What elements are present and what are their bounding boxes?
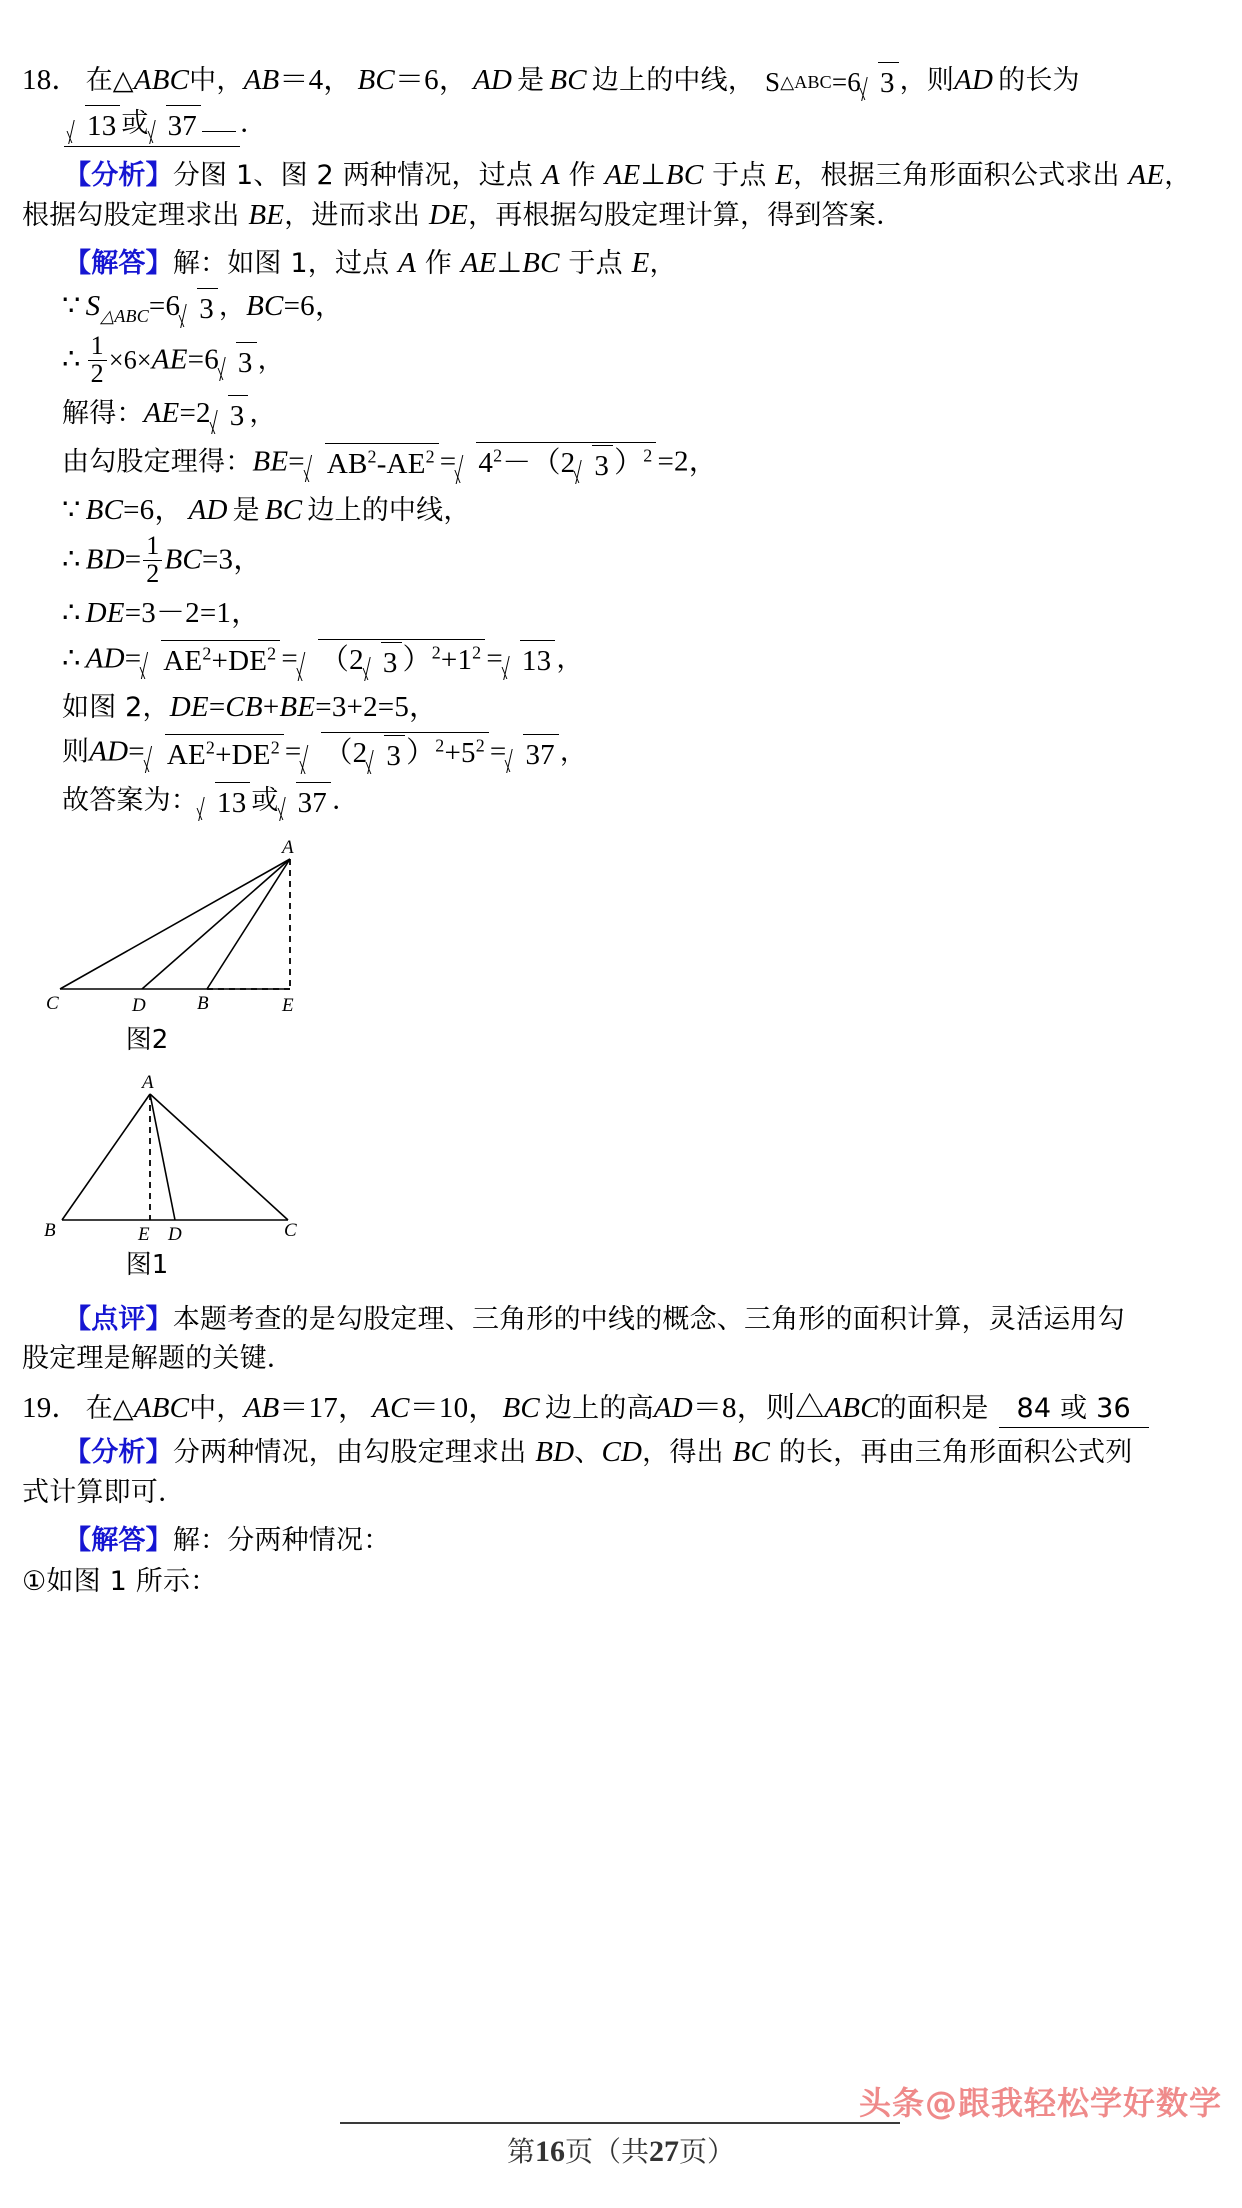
- p19-analysis-text-2: 式计算即可．: [22, 1476, 186, 1508]
- point-A: A: [398, 246, 417, 279]
- de-term: DE: [231, 738, 271, 771]
- p18-stem-text-6: 的长为: [998, 65, 1080, 96]
- radicand: 3: [228, 395, 249, 436]
- page-prefix: 第: [506, 2137, 535, 2168]
- equals-3: =: [489, 735, 507, 768]
- figure-1-caption: 图1: [125, 1249, 169, 1280]
- comma: ，: [257, 344, 285, 376]
- median-AD: [142, 859, 290, 989]
- radical-sign-icon: [504, 640, 520, 681]
- then-text: 则: [62, 736, 90, 768]
- fraction-one-half: [88, 333, 107, 387]
- p19-stem-text-2: 中，: [189, 1393, 244, 1425]
- problem-18-solution-line-12: [22, 782, 1222, 823]
- problem-19-answer: 84 或 36: [999, 1391, 1149, 1428]
- answer-value: [64, 105, 240, 148]
- problem-18-analysis-line-2: [22, 197, 1222, 235]
- sqrt-37-radical: [507, 734, 558, 775]
- vertex-label-C: C: [46, 992, 59, 1014]
- solution-text-1a: 解：如图 1，过点: [172, 247, 399, 279]
- seg-CD: CD: [601, 1436, 643, 1469]
- problem-18-answer-blank: [22, 105, 1222, 148]
- watermark: 头条@跟我轻松学好数学: [858, 2084, 1222, 2122]
- analysis-text-2c: ，再根据勾股定理计算，得到答案．: [468, 200, 904, 232]
- answer-or: 或: [121, 107, 149, 139]
- figure-1: [32, 1072, 332, 1281]
- area-equals: =6: [148, 290, 181, 323]
- sqrt-4-2-minus-2sqrt3-2: [457, 442, 656, 486]
- radical-sign-icon: [457, 442, 476, 486]
- therefore-icon: ∴: [62, 597, 81, 630]
- radicand-37: 37: [166, 105, 201, 146]
- problem-19-solution-line-2: [22, 1563, 1222, 1601]
- p19-stem-text-3: 边上的高: [544, 1393, 654, 1425]
- exponent-2: 2: [431, 642, 441, 663]
- radical-sign-icon: [302, 732, 321, 776]
- close-paren: ）: [402, 643, 432, 676]
- vertex-label-A: A: [282, 836, 294, 858]
- denominator: 2: [143, 560, 162, 588]
- dunhao: 、: [574, 1437, 602, 1469]
- figure-2-drawing: [32, 837, 332, 1017]
- equals: =: [124, 543, 142, 576]
- analysis-text-2b: ，进而求出: [284, 200, 430, 232]
- problem-19-analysis-line-2: [22, 1474, 1222, 1512]
- problem-19-solution-line-1: [22, 1522, 1222, 1560]
- area-symbol: S: [85, 290, 101, 323]
- sqrt-13-radical: [69, 105, 120, 146]
- page-content: [22, 62, 1222, 1605]
- close-paren: ）: [614, 446, 644, 479]
- figure-2: [32, 837, 332, 1056]
- is-text: 是: [232, 494, 260, 526]
- vertex-label-D: D: [168, 1223, 182, 1242]
- radical-sign-icon: [299, 639, 318, 683]
- exponent-2: 2: [205, 737, 216, 758]
- or-text: 或: [251, 785, 279, 816]
- problem-18-solution-line-1: [22, 245, 1222, 283]
- side-BA: [62, 1094, 150, 1220]
- radical-sign-icon: [150, 105, 166, 146]
- area-subscript: △ABC: [100, 306, 149, 327]
- problem-19-stem: [22, 1390, 1222, 1428]
- analysis-text-1d: ，根据三角形面积公式求出: [793, 160, 1129, 192]
- problem-18-solution-line-2: [22, 288, 1222, 329]
- because-icon: ∵: [62, 493, 81, 526]
- open-paren: （2: [319, 643, 364, 676]
- point-E: E: [631, 246, 650, 279]
- equals-6: =6: [187, 343, 219, 376]
- vertex-label-E: E: [138, 1223, 150, 1242]
- sqrt-2sqrt3-sq-plus-1-sq: [299, 639, 485, 683]
- seg-BC: BC: [246, 290, 284, 323]
- p19-ac: AC: [372, 1392, 410, 1425]
- seg-BE: BE: [248, 199, 285, 232]
- radicand: 3: [381, 642, 402, 683]
- bc-value: =6，: [283, 290, 345, 323]
- ae-term: AE: [386, 448, 426, 481]
- problem-18-analysis-line-1: [22, 157, 1222, 195]
- equals-1: =: [128, 735, 145, 768]
- plus: +: [215, 738, 232, 771]
- radical-sign-icon: [181, 288, 197, 329]
- minus: -: [376, 448, 387, 481]
- problem-18-solution-line-11: [22, 732, 1222, 776]
- exponent-2: 2: [425, 446, 435, 467]
- seg-BD: BD: [535, 1436, 575, 1469]
- bc-value: =6，: [123, 493, 184, 526]
- p19-bc: BC: [502, 1392, 540, 1425]
- p18-stem-text-1: 在△: [85, 65, 134, 96]
- radical-sign-icon: [280, 782, 296, 823]
- problem-18-comment-line-2: [22, 1340, 1222, 1378]
- sqrt-37-radical: [150, 105, 201, 146]
- radical-sign-icon: [142, 640, 161, 681]
- p18-stem-text-2: 中，: [189, 65, 244, 96]
- seg-DE: DE: [429, 199, 469, 232]
- radicand: 3: [197, 288, 218, 329]
- four: 4: [478, 446, 494, 479]
- seg-AE: AE: [143, 397, 180, 430]
- sqrt-ae2-plus-de2: [142, 640, 280, 681]
- p19-analysis-text-a: 分两种情况，由勾股定理求出: [172, 1437, 536, 1469]
- radical-sign-icon: [862, 62, 878, 103]
- radical-sign-icon: [306, 443, 325, 484]
- radical-sign-icon: [146, 734, 165, 775]
- seg-AD: AD: [188, 493, 228, 526]
- radical-sign-icon: [576, 445, 592, 486]
- denominator: 2: [88, 360, 107, 388]
- de-value: =3－2=1，: [124, 597, 261, 630]
- equals-3: =: [486, 642, 503, 675]
- point-A: A: [541, 159, 560, 192]
- equals-2: =: [281, 642, 298, 675]
- seg-BC: BC: [164, 543, 202, 576]
- period: ．: [332, 785, 360, 816]
- blank-underline: [202, 131, 236, 132]
- p18-stem-text-5: ，则: [899, 65, 955, 96]
- as-figure-2-text: 如图 2，: [62, 691, 170, 723]
- page-footer: [0, 2130, 1242, 2170]
- comma: ，: [559, 736, 588, 768]
- page-number: 16: [534, 2135, 565, 2168]
- sqrt-37-radical: [280, 782, 331, 823]
- page-suffix: 页）: [679, 2137, 736, 2168]
- seg-BC: BC: [522, 246, 560, 279]
- side-CA: [60, 859, 290, 989]
- perp-icon: ⊥: [496, 246, 523, 279]
- plus-five: +5: [444, 737, 476, 770]
- equals-1: =: [288, 445, 305, 478]
- seg-BC: BC: [665, 159, 704, 192]
- seg-AE-2: AE: [1128, 159, 1165, 192]
- open-paren: （2: [323, 737, 368, 770]
- p19-analysis-text-d: 的长，再由三角形面积公式列: [770, 1437, 1133, 1469]
- comma: ，: [218, 291, 247, 323]
- therefore-icon: ∴: [62, 543, 81, 576]
- radical-sign-icon: [368, 735, 384, 776]
- radicand: [325, 443, 439, 484]
- sqrt-3-radical: [862, 62, 899, 103]
- sqrt-3-radical: [181, 288, 218, 329]
- seg-BC: BC: [732, 1436, 771, 1469]
- numerator: 1: [146, 531, 160, 561]
- total-pages: 27: [649, 2135, 679, 2168]
- p19-solution-text-1: 解：分两种情况：: [172, 1524, 391, 1556]
- side-AB: [207, 859, 290, 989]
- ae-term: AE: [163, 645, 203, 678]
- multiply-expr: ×6×: [108, 345, 152, 375]
- p18-stem-text-3: 是: [517, 65, 545, 96]
- radicand-13: 13: [215, 782, 250, 823]
- answer-period: ．: [240, 107, 268, 139]
- comma: ，: [249, 398, 277, 430]
- vertex-label-D: D: [132, 994, 146, 1016]
- perp-icon: ⊥: [640, 159, 666, 192]
- exponent-2: 2: [267, 643, 277, 664]
- seg-DE: DE: [85, 597, 125, 630]
- solution-text-1d: ，: [649, 247, 677, 279]
- comma: ，: [556, 643, 584, 675]
- radical-sign-icon: [220, 342, 236, 383]
- problem-18-solution-line-9: [22, 639, 1222, 683]
- seg-DE: DE: [169, 690, 209, 723]
- analysis-label: 【分析】: [64, 160, 173, 192]
- close-paren: ）: [406, 737, 436, 770]
- p19-stem-text-1: 在△: [85, 1393, 134, 1425]
- seg-BE: BE: [279, 690, 316, 723]
- plus: +: [262, 690, 280, 723]
- equals: =: [208, 690, 226, 723]
- p19-abc-2: ABC: [824, 1392, 880, 1425]
- p18-ab-value: ＝4，: [279, 64, 353, 96]
- solution-text-1b: 作: [416, 247, 461, 279]
- figure-2-caption: 图2: [125, 1024, 169, 1055]
- vertex-label-B: B: [44, 1219, 56, 1241]
- sqrt-3-radical: [212, 395, 249, 436]
- result: =3，: [201, 543, 263, 576]
- radicand-37: 37: [523, 734, 558, 775]
- p19-solution-text-2: ①如图 1 所示：: [22, 1566, 218, 1598]
- seg-BD: BD: [85, 543, 125, 576]
- problem-19-analysis-line-1: [22, 1434, 1222, 1472]
- median-text: 边上的中线，: [307, 494, 471, 526]
- seg-BC: BC: [85, 493, 124, 526]
- exponent-2: 2: [643, 445, 653, 466]
- radical-sign-icon: [69, 105, 85, 146]
- equals-2: =2: [179, 397, 211, 430]
- radicand: [161, 640, 280, 681]
- p19-analysis-text-c: ，得出: [642, 1437, 733, 1469]
- radicand: 3: [592, 445, 613, 486]
- p18-ad: AD: [473, 64, 513, 96]
- exponent-2: 2: [472, 642, 482, 663]
- p19-ac-value: ＝10，: [409, 1392, 498, 1425]
- problem-18-solution-line-10: [22, 689, 1222, 727]
- minus-paren: －（2: [502, 446, 576, 479]
- seg-AE: AE: [460, 246, 497, 279]
- problem-18-solution-line-8: [22, 595, 1222, 633]
- radical-sign-icon: [365, 642, 381, 683]
- problem-18-solution-line-4: [22, 395, 1222, 436]
- radicand: 3: [236, 342, 257, 383]
- p19-ad: AD: [653, 1392, 693, 1425]
- problem-18-stem: [22, 62, 1222, 103]
- equals-2: =: [439, 445, 457, 478]
- p19-ad-value: ＝8，则△: [692, 1392, 825, 1425]
- p19-ab-value: ＝17，: [279, 1392, 368, 1425]
- sqrt-13-radical: [199, 782, 250, 823]
- vertex-label-E: E: [282, 994, 294, 1016]
- p18-bc: BC: [357, 64, 395, 96]
- radicand: [165, 734, 284, 775]
- exponent-2: 2: [367, 446, 377, 467]
- area-symbol: S: [765, 66, 781, 97]
- problem-19-number: 19．: [22, 1392, 81, 1425]
- sqrt-3-radical: [220, 342, 257, 383]
- comment-label: 【点评】: [64, 1303, 173, 1335]
- radicand: [321, 732, 488, 776]
- exponent-2: 2: [435, 735, 445, 756]
- radical-sign-icon: [212, 395, 228, 436]
- p18-bc-value: ＝6，: [394, 64, 469, 96]
- ae-term: AE: [166, 738, 206, 771]
- p18-area-formula: S △ABC =6 3: [765, 62, 900, 103]
- solution-label: 【解答】: [64, 1524, 173, 1556]
- sqrt-13-radical: [504, 640, 555, 681]
- plus-one: +1: [440, 643, 473, 676]
- seg-BE: BE: [252, 445, 289, 478]
- radicand: 3: [878, 62, 899, 103]
- radicand-13: 13: [85, 105, 120, 146]
- p19-stem-text-4: 的面积是: [879, 1393, 989, 1425]
- vertex-label-A: A: [142, 1071, 154, 1093]
- sqrt-ab2-minus-ae2: [306, 443, 439, 484]
- inner-sqrt-3: [365, 642, 402, 683]
- radicand-37: 37: [296, 782, 331, 823]
- result: =3+2=5，: [315, 690, 439, 723]
- exponent-2: 2: [270, 737, 280, 758]
- p19-ab: AB: [243, 1392, 280, 1425]
- sqrt-2sqrt3-sq-plus-5-sq: [302, 732, 488, 776]
- ab-term: AB: [326, 448, 368, 481]
- problem-18-solution-line-6: [22, 492, 1222, 530]
- seg-AD: AD: [89, 735, 129, 768]
- radical-sign-icon: [507, 734, 523, 775]
- therefore-icon: ∴: [62, 343, 81, 376]
- area-equals: =6: [831, 66, 861, 97]
- comment-text-1: 本题考查的是勾股定理、三角形的中线的概念、三角形的面积计算，灵活运用勾: [172, 1303, 1125, 1335]
- pythagoras-text: 由勾股定理得：: [62, 446, 253, 478]
- problem-18-solution-line-5: [22, 442, 1222, 486]
- fraction-one-half: [143, 533, 162, 587]
- problem-18-number: 18．: [22, 64, 81, 96]
- equals-2: =: [284, 735, 302, 768]
- analysis-text-1a: 分图 1、图 2 两种情况，过点: [172, 160, 542, 192]
- radicand: 3: [384, 735, 405, 776]
- exponent-2: 2: [202, 643, 212, 664]
- solve-text: 解得：: [62, 398, 144, 430]
- figure-1-drawing: [32, 1072, 332, 1242]
- seg-CB: CB: [225, 690, 263, 723]
- result: =2，: [657, 445, 718, 478]
- inner-sqrt-3: [368, 735, 405, 776]
- radicand: [476, 442, 656, 486]
- problem-18-comment-line-1: [22, 1301, 1222, 1339]
- analysis-text-1b: 作: [559, 160, 605, 192]
- inner-sqrt-3: [576, 445, 613, 486]
- footer-divider: [340, 2122, 900, 2124]
- numerator: 1: [90, 331, 104, 361]
- solution-label: 【解答】: [64, 247, 173, 279]
- analysis-text-1e: ，: [1164, 160, 1192, 192]
- answer-is-text: 故答案为：: [62, 785, 198, 816]
- seg-AD: AD: [85, 642, 125, 675]
- p18-ad-2: AD: [954, 64, 994, 96]
- analysis-text-2a: 根据勾股定理求出: [22, 200, 249, 232]
- exponent-2: 2: [493, 445, 503, 466]
- p18-ab: AB: [243, 64, 280, 96]
- analysis-text-1c: 于点: [703, 160, 776, 192]
- p18-stem-text-4: 边上的中线，: [591, 65, 756, 96]
- seg-BC-2: BC: [264, 493, 303, 526]
- radicand-13: 13: [520, 640, 555, 681]
- therefore-icon: ∴: [62, 642, 81, 675]
- p18-bc-2: BC: [549, 64, 587, 96]
- exponent-2: 2: [475, 735, 485, 756]
- seg-AE: AE: [151, 343, 188, 376]
- solution-text-1c: 于点: [559, 247, 632, 279]
- because-icon: ∵: [62, 290, 81, 323]
- analysis-label: 【分析】: [64, 1437, 173, 1469]
- sqrt-ae2-plus-de2: [146, 734, 284, 775]
- vertex-label-B: B: [197, 992, 209, 1014]
- radicand: [318, 639, 485, 683]
- point-E: E: [775, 159, 794, 192]
- problem-18-solution-line-7: [22, 531, 1222, 589]
- plus: +: [211, 645, 229, 678]
- problem-18-solution-line-3: [22, 331, 1222, 389]
- comment-text-2: 股定理是解题的关键．: [22, 1343, 294, 1375]
- equals-1: =: [124, 642, 142, 675]
- p19-abc: ABC: [133, 1392, 190, 1425]
- seg-AE: AE: [604, 159, 641, 192]
- p18-abc: ABC: [133, 64, 190, 96]
- de-term: DE: [228, 645, 268, 678]
- page-mid: 页（共: [564, 2137, 649, 2168]
- vertex-label-C: C: [284, 1219, 297, 1241]
- radical-sign-icon: [199, 782, 215, 823]
